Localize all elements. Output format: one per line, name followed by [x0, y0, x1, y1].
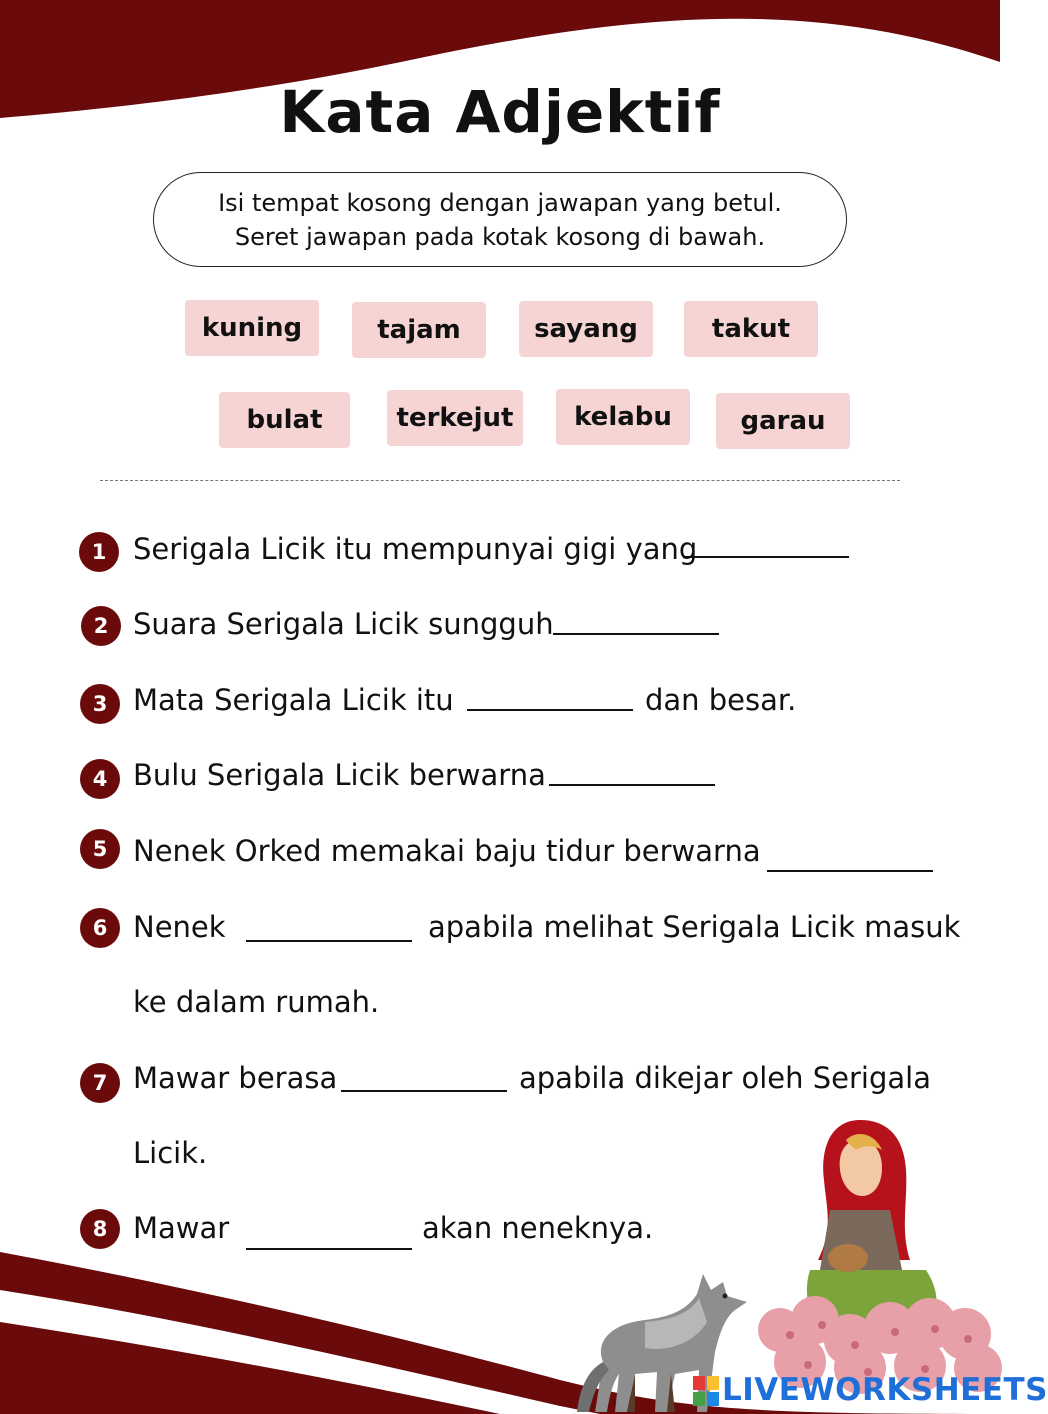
question-8-text-after: akan neneknya. — [422, 1211, 654, 1245]
liveworksheets-logo-icon — [693, 1376, 719, 1406]
word-chip-kelabu[interactable]: kelabu — [556, 389, 690, 445]
word-chip-tajam[interactable]: tajam — [352, 302, 486, 358]
question-number-2: 2 — [81, 606, 121, 646]
question-number-5: 5 — [80, 829, 120, 869]
red-riding-hood-illustration — [760, 1110, 1000, 1392]
question-3-text: Mata Serigala Licik itu — [133, 683, 454, 717]
page-title: Kata Adjektif — [279, 78, 721, 146]
question-7-text-after: apabila dikejar oleh Serigala — [519, 1061, 931, 1095]
question-6-text-after: apabila melihat Serigala Licik masuk — [428, 910, 961, 944]
question-8-text: Mawar — [133, 1211, 230, 1245]
answer-blank-4[interactable] — [549, 756, 715, 786]
question-number-7: 7 — [80, 1063, 120, 1103]
answer-blank-2[interactable] — [553, 605, 719, 635]
question-number-1: 1 — [79, 532, 119, 572]
answer-blank-5[interactable] — [767, 842, 933, 872]
word-chip-terkejut[interactable]: terkejut — [387, 390, 523, 446]
answer-blank-8[interactable] — [246, 1220, 412, 1250]
question-number-3: 3 — [80, 684, 120, 724]
answer-blank-6[interactable] — [246, 912, 412, 942]
word-chip-takut[interactable]: takut — [684, 301, 818, 357]
answer-blank-3[interactable] — [467, 681, 633, 711]
question-5-text: Nenek Orked memakai baju tidur berwarna — [133, 834, 761, 868]
word-chip-garau[interactable]: garau — [716, 393, 850, 449]
question-7-continuation: Licik. — [133, 1136, 208, 1170]
question-3-text-after: dan besar. — [645, 683, 797, 717]
answer-blank-7[interactable] — [341, 1062, 507, 1092]
question-1-text: Serigala Licik itu mempunyai gigi yang — [133, 532, 698, 566]
question-number-4: 4 — [80, 759, 120, 799]
answer-blank-1[interactable] — [683, 528, 849, 558]
question-7-text: Mawar berasa — [133, 1061, 338, 1095]
word-chip-sayang[interactable]: sayang — [519, 301, 653, 357]
word-chip-kuning[interactable]: kuning — [185, 300, 319, 356]
instruction-box — [153, 172, 847, 267]
instruction-line-2: Seret jawapan pada kotak kosong di bawah. — [234, 223, 766, 251]
instruction-line-1: Isi tempat kosong dengan jawapan yang betul. — [218, 189, 782, 217]
dashed-divider — [100, 480, 900, 481]
question-6-continuation: ke dalam rumah. — [133, 985, 380, 1019]
word-chip-bulat[interactable]: bulat — [219, 392, 350, 448]
question-4-text: Bulu Serigala Licik berwarna — [133, 758, 546, 792]
question-number-6: 6 — [80, 908, 120, 948]
question-2-text: Suara Serigala Licik sungguh — [133, 607, 554, 641]
question-6-text: Nenek — [133, 910, 226, 944]
watermark: LIVEWORKSHEETS — [722, 1372, 1048, 1408]
question-number-8: 8 — [80, 1209, 120, 1249]
